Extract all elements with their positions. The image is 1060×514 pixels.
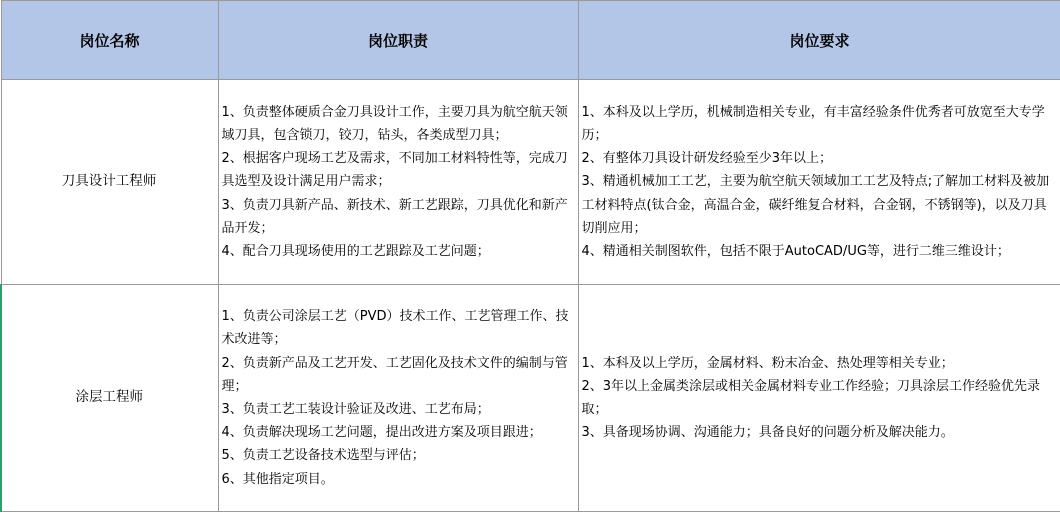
duty-item: 2、负责新产品及工艺开发、工艺固化及技术文件的编制与管理； (221, 355, 568, 394)
duty-item: 1、负责公司涂层工艺（PVD）技术工作、工艺管理工作、技术改进等； (221, 309, 569, 348)
duties-cell (218, 80, 578, 285)
requirements-cell (578, 285, 1060, 512)
position-title: 刀具设计工程师 (1, 80, 218, 285)
duty-item: 4、负责解决现场工艺问题，提出改进方案及项目跟进； (221, 425, 542, 441)
requirement-item: 2、有整体刀具设计研发经验至少3年以上； (581, 151, 833, 167)
requirement-item: 3、具备现场协调、沟通能力；具备良好的问题分析及解决能力。 (581, 425, 954, 441)
header-requirements: 岗位要求 (578, 1, 1060, 80)
duty-item: 3、负责刀具新产品、新技术、新工艺跟踪，刀具优化和新产品开发； (221, 197, 568, 236)
table-row (1, 80, 1060, 285)
header-duties: 岗位职责 (218, 1, 578, 80)
duty-item: 6、其他指定项目。 (221, 471, 334, 487)
requirement-item: 1、本科及以上学历，金属材料、粉末冶金、热处理等相关专业； (581, 355, 954, 371)
requirements-cell (578, 80, 1060, 285)
duty-item: 5、负责工艺设备技术选型与评估； (221, 448, 425, 464)
requirement-item: 2、3年以上金属类涂层或相关金属材料专业工作经验；刀具涂层工作经验优先录取； (581, 378, 1041, 417)
duty-item: 3、负责工艺工装设计验证及改进、工艺布局； (221, 402, 490, 417)
duty-item: 1、负责整体硬质合金刀具设计工作，主要刀具为航空航天领域刀具，包含锁刀，铰刀，钻头，各类成型刀具； (221, 104, 568, 143)
table-row (1, 285, 1060, 512)
requirement-item: 3、精通机械加工工艺，主要为航空航天领域加工工艺及特点;了解加工材料及被加工材料特点(钛合金，高温合金，碳纤维复合材料，合金钢，不锈钢等)，以及刀具切削应用； (581, 174, 1050, 236)
duty-item: 2、根据客户现场工艺及需求，不同加工材料特性等，完成刀具选型及设计满足用户需求； (221, 151, 568, 190)
header-row (1, 1, 1060, 80)
position-title: 涂层工程师 (1, 285, 218, 512)
duty-item: 4、配合刀具现场使用的工艺跟踪及工艺问题； (221, 244, 490, 259)
duties-cell (218, 285, 578, 512)
requirement-item: 1、本科及以上学历，机械制造相关专业，有丰富经验条件优秀者可放宽至大专学历； (581, 104, 1045, 143)
requirement-item: 4、精通相关制图软件，包括不限于AutoCAD/UG等，进行二维三维设计； (581, 244, 1010, 259)
header-position-name: 岗位名称 (1, 1, 218, 80)
